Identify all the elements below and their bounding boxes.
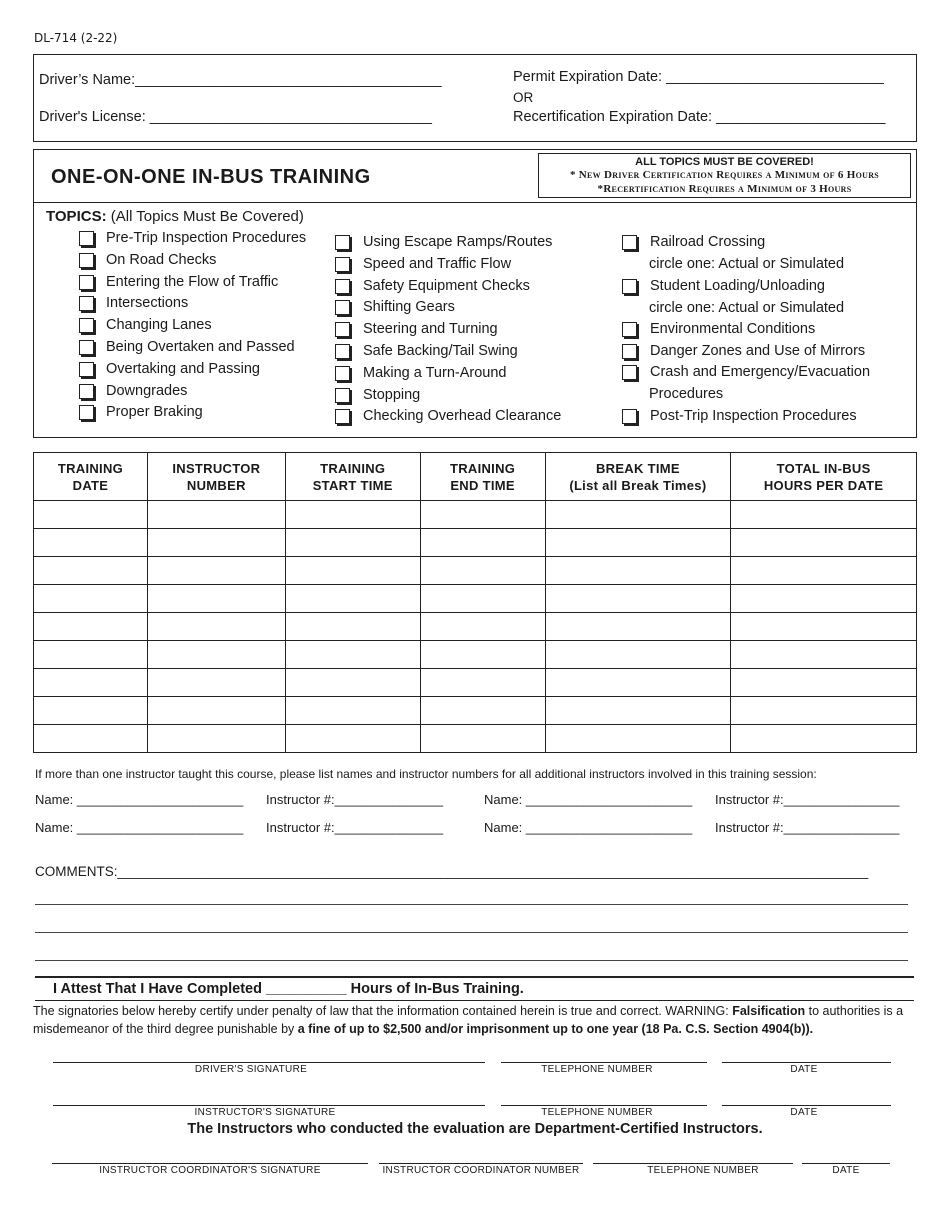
instructors-signature-line[interactable] xyxy=(53,1105,485,1106)
title-divider xyxy=(34,202,916,203)
col2-topic: Steering and Turning xyxy=(363,321,498,338)
col1-checkbox[interactable] xyxy=(79,362,94,377)
checkbox-environmental-conditions[interactable] xyxy=(622,322,637,337)
table-cell[interactable] xyxy=(545,585,731,613)
column-header xyxy=(147,453,285,501)
column-header-line: TRAINING xyxy=(57,460,124,476)
table-cell[interactable] xyxy=(147,641,285,669)
drivers-license-field[interactable]: Driver's License: ___________________________________ xyxy=(39,109,432,125)
driver-date-line[interactable] xyxy=(722,1062,891,1063)
coordinator-date-label: DATE xyxy=(832,1165,860,1176)
cert-part-2: to authorities is a misdemeanor of the third degree punishable by xyxy=(33,1004,904,1036)
permit-expiration-field[interactable]: Permit Expiration Date: ___________________________ xyxy=(513,69,884,85)
instructor-number-field-4[interactable]: Instructor #:________________ xyxy=(715,820,900,835)
col1-topic: Overtaking and Passing xyxy=(106,360,260,377)
cert-bold-1: Falsification xyxy=(732,1004,806,1018)
topic-post-trip: Post-Trip Inspection Procedures xyxy=(650,408,857,424)
column-header-line: START TIME xyxy=(312,477,393,493)
col2-topic: Safe Backing/Tail Swing xyxy=(363,343,518,359)
instructor-date-line[interactable] xyxy=(722,1105,891,1106)
railroad-circle-one: circle one: Actual or Simulated xyxy=(649,256,845,272)
instructor-number-field-2[interactable]: Instructor #:________________ xyxy=(715,792,900,807)
table-cell[interactable] xyxy=(731,697,917,725)
table-row xyxy=(34,529,917,557)
coordinator-signature-label: INSTRUCTOR COORDINATOR'S SIGNATURE xyxy=(99,1165,321,1176)
col1-checkbox[interactable] xyxy=(79,253,94,268)
cert-bold-2: a fine of up to $2,500 and/or imprisonment up to one year (18 Pa. C.S. Section 4904(b)). xyxy=(297,1022,814,1036)
col1-checkbox[interactable] xyxy=(79,318,94,333)
col1-checkbox[interactable] xyxy=(79,384,94,399)
table-cell[interactable] xyxy=(545,613,731,641)
additional-instructors-note: If more than one instructor taught this course, please list names and instructor numbers for all additional instructors involved in this training session: xyxy=(35,767,817,781)
table-row xyxy=(34,557,917,585)
topic-danger-zones: Danger Zones and Use of Mirrors xyxy=(650,343,866,359)
instructor-name-field-2[interactable]: Name: _______________________ xyxy=(484,792,693,807)
table-cell[interactable] xyxy=(285,669,420,697)
table-cell[interactable] xyxy=(545,641,731,669)
table-cell[interactable] xyxy=(34,585,148,613)
col1-checkbox[interactable] xyxy=(79,275,94,290)
table-cell[interactable] xyxy=(285,501,420,529)
instructor-number-field-3[interactable]: Instructor #:_______________ xyxy=(266,820,444,835)
form-number: DL-714 (2-22) xyxy=(34,31,118,45)
column-header-line: HOURS PER DATE xyxy=(763,477,884,493)
table-cell[interactable] xyxy=(147,585,285,613)
table-cell[interactable] xyxy=(545,725,731,753)
checkbox-post-trip[interactable] xyxy=(622,409,637,424)
comments-field[interactable]: COMMENTS:____________________________________________________________________________________________________ xyxy=(35,864,869,879)
column-header-line: BREAK TIME xyxy=(595,460,680,476)
col1-topic: Pre-Trip Inspection Procedures xyxy=(106,230,307,246)
table-cell[interactable] xyxy=(731,641,917,669)
column-header-line: DATE xyxy=(72,477,109,493)
topics-notice xyxy=(538,153,911,198)
topic-environmental-conditions: Environmental Conditions xyxy=(650,321,816,337)
comments-line-2[interactable] xyxy=(35,904,908,905)
table-cell[interactable] xyxy=(731,669,917,697)
table-cell[interactable] xyxy=(34,641,148,669)
table-cell[interactable] xyxy=(731,529,917,557)
instructor-name-field-1[interactable]: Name: _______________________ xyxy=(35,792,244,807)
col1-topic: Intersections xyxy=(106,295,189,312)
table-cell[interactable] xyxy=(147,697,285,725)
certification-text xyxy=(33,1002,917,1038)
table-cell[interactable] xyxy=(420,585,545,613)
topics-heading xyxy=(46,208,304,225)
coordinator-telephone-line[interactable] xyxy=(593,1163,793,1164)
col2-topic: Making a Turn-Around xyxy=(363,364,507,381)
table-cell[interactable] xyxy=(34,669,148,697)
coordinator-date-line[interactable] xyxy=(802,1163,890,1164)
table-row xyxy=(34,585,917,613)
topics-note: (All Topics Must Be Covered) xyxy=(106,208,304,225)
col1-topic: Changing Lanes xyxy=(106,317,212,334)
table-cell[interactable] xyxy=(731,557,917,585)
table-body xyxy=(34,501,917,753)
table-cell[interactable] xyxy=(420,613,545,641)
column-header-line: TOTAL IN-BUS xyxy=(776,460,871,476)
col2-topic: Speed and Traffic Flow xyxy=(363,255,512,272)
table-cell[interactable] xyxy=(420,529,545,557)
training-topics-box xyxy=(33,149,917,438)
driver-date-label: DATE xyxy=(790,1064,818,1075)
table-cell[interactable] xyxy=(34,697,148,725)
drivers-name-field[interactable]: Driver’s Name:______________________________________ xyxy=(39,72,442,88)
table-cell[interactable] xyxy=(285,529,420,557)
table-cell[interactable] xyxy=(285,613,420,641)
table-cell[interactable] xyxy=(285,585,420,613)
table-cell[interactable] xyxy=(420,641,545,669)
attest-statement[interactable]: I Attest That I Have Completed __________ Hours of In-Bus Training. xyxy=(53,981,524,997)
col2-checkbox[interactable] xyxy=(335,388,350,403)
col2-checkbox[interactable] xyxy=(335,235,350,250)
driver-telephone-label: TELEPHONE NUMBER xyxy=(541,1064,653,1075)
instructor-name-field-3[interactable]: Name: _______________________ xyxy=(35,820,244,835)
table-cell[interactable] xyxy=(147,613,285,641)
col1-topic: Entering the Flow of Traffic xyxy=(106,273,279,290)
col2-topic: Shifting Gears xyxy=(363,299,455,316)
col2-topic: Checking Overhead Clearance xyxy=(363,408,562,425)
col2-topic: Safety Equipment Checks xyxy=(363,277,530,294)
table-row xyxy=(34,501,917,529)
coordinator-number-line[interactable] xyxy=(379,1163,583,1164)
col1-checkbox[interactable] xyxy=(79,296,94,311)
col1-checkbox[interactable] xyxy=(79,340,94,355)
driver-telephone-line[interactable] xyxy=(501,1062,707,1063)
column-header-line: INSTRUCTOR xyxy=(172,460,261,476)
training-log-table xyxy=(33,452,917,753)
table-cell[interactable] xyxy=(147,669,285,697)
table-cell[interactable] xyxy=(34,613,148,641)
cert-part-1: The signatories below hereby certify under penalty of law that the information contained herein is true and correct. WARNING: xyxy=(33,1004,733,1018)
col1-topic: Proper Braking xyxy=(106,404,203,421)
column-header-line: TRAINING xyxy=(449,460,516,476)
instructor-date-label: DATE xyxy=(790,1107,818,1118)
table-cell[interactable] xyxy=(545,697,731,725)
column-header-line: NUMBER xyxy=(186,477,246,493)
col2-checkbox[interactable] xyxy=(335,300,350,315)
comments-line-4[interactable] xyxy=(35,960,908,961)
topic-crash-emergency: Crash and Emergency/Evacuation xyxy=(650,364,871,380)
table-cell[interactable] xyxy=(420,557,545,585)
drivers-signature-label: DRIVER'S SIGNATURE xyxy=(194,1064,308,1075)
table-cell[interactable] xyxy=(545,501,731,529)
table-cell[interactable] xyxy=(285,641,420,669)
table-row xyxy=(34,697,917,725)
table-cell[interactable] xyxy=(731,501,917,529)
table-row xyxy=(34,669,917,697)
table-header-row xyxy=(34,453,917,501)
coordinator-telephone-label: TELEPHONE NUMBER xyxy=(647,1165,759,1176)
topic-crash-emergency-cont: Procedures xyxy=(649,386,724,402)
table-cell[interactable] xyxy=(420,725,545,753)
topics-label: TOPICS: xyxy=(46,208,107,225)
col1-topic: Downgrades xyxy=(106,382,188,399)
col1-checkbox[interactable] xyxy=(79,231,94,246)
topic-railroad-crossing: Railroad Crossing xyxy=(650,234,766,250)
instructor-telephone-line[interactable] xyxy=(501,1105,707,1106)
coordinator-number-label: INSTRUCTOR COORDINATOR NUMBER xyxy=(382,1165,580,1176)
col1-checkbox[interactable] xyxy=(79,405,94,420)
notice-line-1: ALL TOPICS MUST BE COVERED! xyxy=(635,156,814,168)
table-cell[interactable] xyxy=(420,697,545,725)
table-cell[interactable] xyxy=(420,669,545,697)
attest-divider-top xyxy=(35,976,914,978)
notice-line-3: *Recertification Requires a Minimum of 3 Hours xyxy=(597,183,852,195)
column-header xyxy=(731,453,917,501)
col2-checkbox[interactable] xyxy=(335,322,350,337)
driver-info-box xyxy=(33,54,917,142)
col2-topic: Stopping xyxy=(363,386,421,403)
col2-topic: Using Escape Ramps/Routes xyxy=(363,234,553,250)
column-header-line: (List all Break Times) xyxy=(569,477,707,493)
instructor-name-field-4[interactable]: Name: _______________________ xyxy=(484,820,693,835)
table-cell[interactable] xyxy=(147,557,285,585)
table-row xyxy=(34,641,917,669)
table-cell[interactable] xyxy=(147,725,285,753)
table-cell[interactable] xyxy=(545,669,731,697)
column-header xyxy=(545,453,731,501)
attest-divider-bottom xyxy=(35,1000,914,1001)
notice-line-2: * New Driver Certification Requires a Minimum of 6 Hours xyxy=(569,169,880,181)
column-header-line: TRAINING xyxy=(320,460,386,476)
table-row xyxy=(34,613,917,641)
table-cell[interactable] xyxy=(34,529,148,557)
col2-checkbox[interactable] xyxy=(335,344,350,359)
checkbox-student-loading[interactable] xyxy=(622,279,637,294)
table-cell[interactable] xyxy=(545,529,731,557)
checkbox-railroad-crossing[interactable] xyxy=(622,235,637,250)
col2-checkbox[interactable] xyxy=(335,257,350,272)
table-cell[interactable] xyxy=(545,557,731,585)
comments-line-3[interactable] xyxy=(35,932,908,933)
table-cell[interactable] xyxy=(285,697,420,725)
table-cell[interactable] xyxy=(285,557,420,585)
column-header xyxy=(34,453,148,501)
department-certified-note: The Instructors who conducted the evaluation are Department-Certified Instructors. xyxy=(187,1121,763,1137)
col2-checkbox[interactable] xyxy=(335,366,350,381)
table-cell[interactable] xyxy=(147,501,285,529)
column-header-line: END TIME xyxy=(450,477,515,493)
table-row xyxy=(34,725,917,753)
col2-checkbox[interactable] xyxy=(335,409,350,424)
table-cell[interactable] xyxy=(34,725,148,753)
col2-checkbox[interactable] xyxy=(335,279,350,294)
instructor-telephone-label: TELEPHONE NUMBER xyxy=(541,1107,653,1118)
instructor-number-field-1[interactable]: Instructor #:_______________ xyxy=(266,792,444,807)
table-cell[interactable] xyxy=(34,557,148,585)
table-cell[interactable] xyxy=(147,529,285,557)
or-label: OR xyxy=(513,90,534,105)
table-cell[interactable] xyxy=(731,613,917,641)
instructors-signature-label: INSTRUCTOR'S SIGNATURE xyxy=(194,1107,336,1118)
recert-expiration-field[interactable]: Recertification Expiration Date: _____________________ xyxy=(513,109,886,125)
drivers-signature-line[interactable] xyxy=(53,1062,485,1063)
training-title: ONE-ON-ONE IN-BUS TRAINING xyxy=(51,166,371,188)
table-cell[interactable] xyxy=(731,725,917,753)
student-circle-one: circle one: Actual or Simulated xyxy=(649,300,845,316)
col1-topic: On Road Checks xyxy=(106,251,217,268)
table-cell[interactable] xyxy=(34,501,148,529)
table-cell[interactable] xyxy=(420,501,545,529)
checkbox-crash-emergency[interactable] xyxy=(622,365,637,380)
checkbox-danger-zones[interactable] xyxy=(622,344,637,359)
table-cell[interactable] xyxy=(731,585,917,613)
col1-topic: Being Overtaken and Passed xyxy=(106,339,295,355)
table-cell[interactable] xyxy=(285,725,420,753)
topic-student-loading: Student Loading/Unloading xyxy=(650,278,825,294)
coordinator-signature-line[interactable] xyxy=(52,1163,368,1164)
column-header xyxy=(285,453,420,501)
column-header xyxy=(420,453,545,501)
